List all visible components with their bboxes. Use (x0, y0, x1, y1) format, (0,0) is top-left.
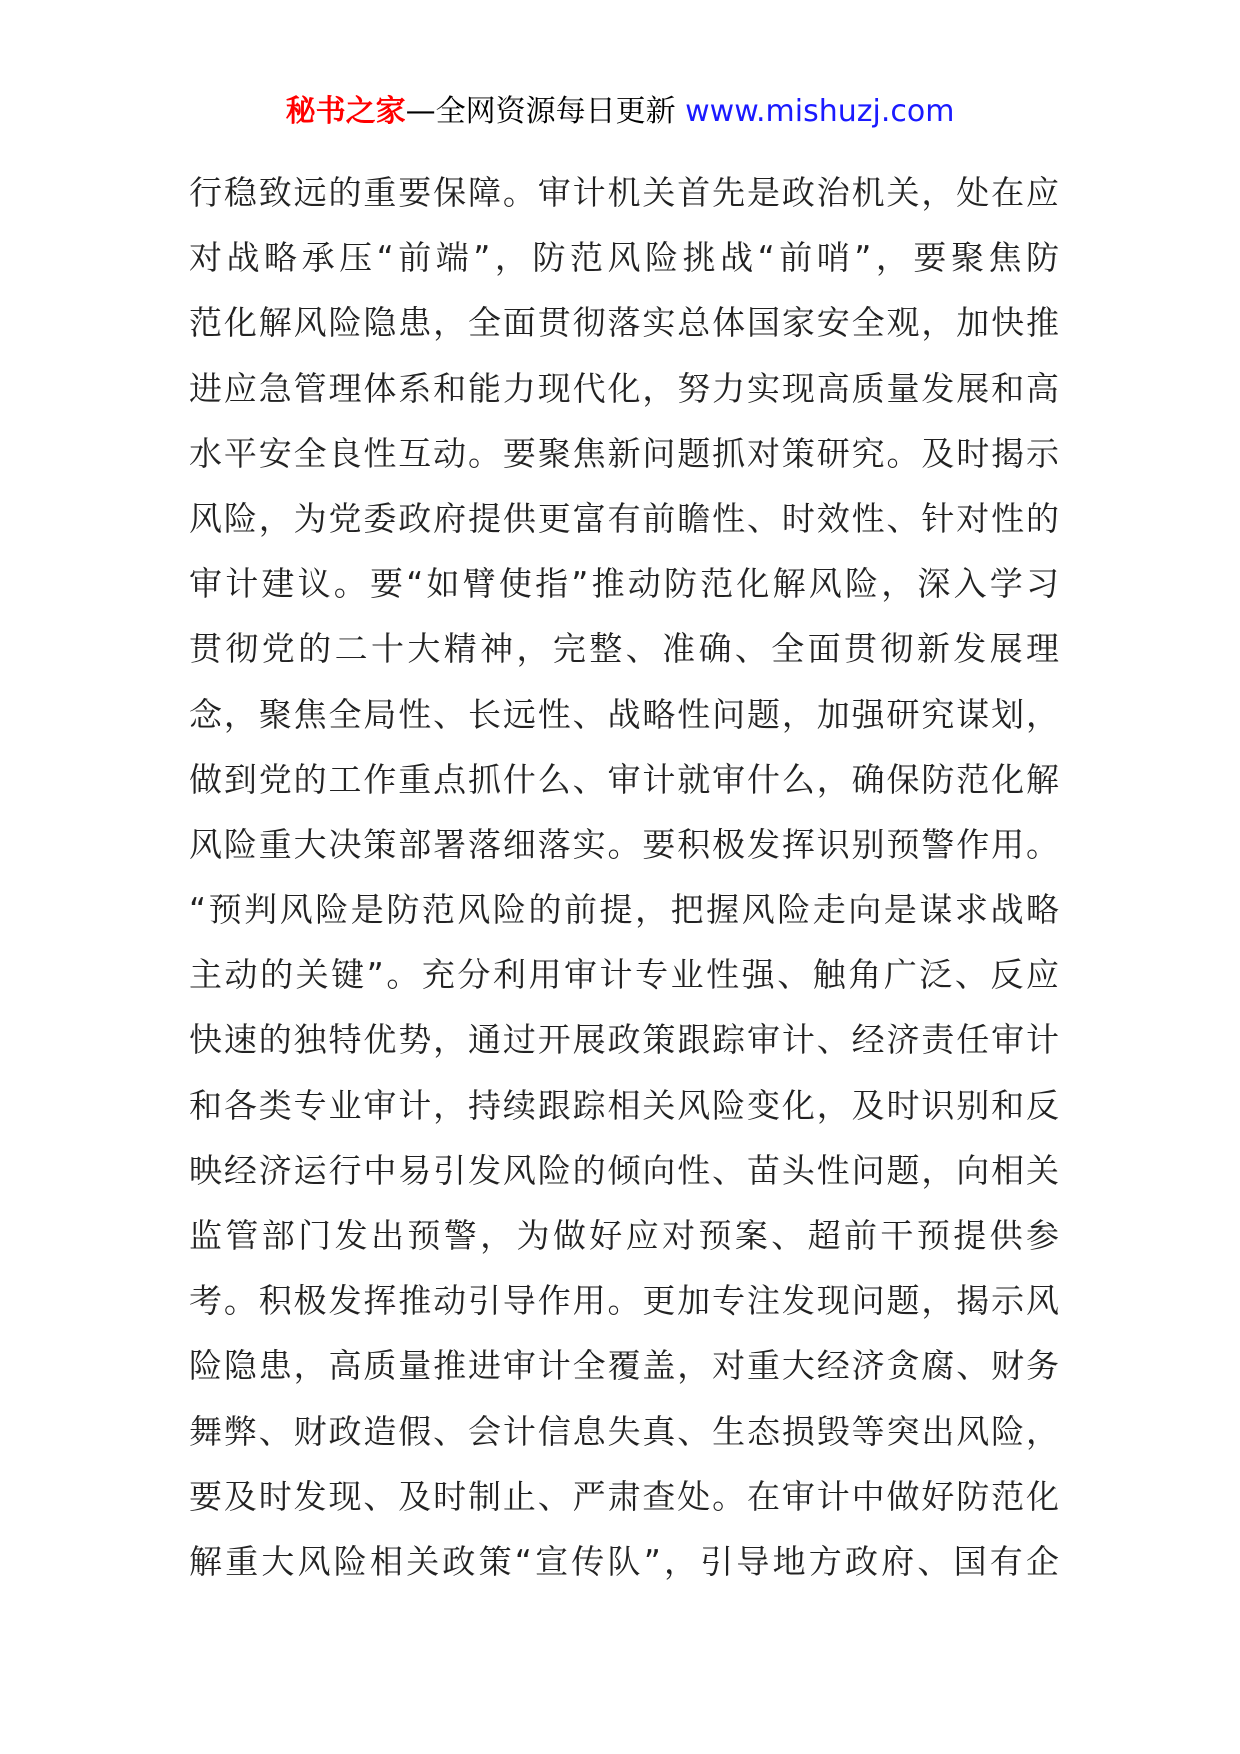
text-line: “预判风险是防范风险的前提，把握风险走向是谋求战略 (189, 890, 1059, 930)
site-brand: 秘书之家 (285, 94, 406, 129)
text-line: 做到党的工作重点抓什么、审计就审什么，确保防范化解 (189, 759, 1059, 799)
site-tagline: —全网资源每日更新 (405, 94, 676, 129)
text-line: 风险，为党委政府提供更富有前瞻性、时效性、针对性的 (189, 498, 1059, 538)
text-line: 主动的关键”。充分利用审计专业性强、触角广泛、反应 (189, 955, 1059, 995)
site-url[interactable]: www.mishuzj.com (685, 94, 955, 129)
document-body (189, 160, 1059, 1594)
text-line: 险隐患，高质量推进审计全覆盖，对重大经济贪腐、财务 (189, 1346, 1059, 1386)
text-line: 风险重大决策部署落细落实。要积极发挥识别预警作用。 (189, 824, 1059, 864)
text-line: 考。积极发挥推动引导作用。更加专注发现问题，揭示风 (189, 1281, 1059, 1321)
text-line: 舞弊、财政造假、会计信息失真、生态损毁等突出风险， (189, 1411, 1059, 1451)
text-line: 快速的独特优势，通过开展政策跟踪审计、经济责任审计 (189, 1020, 1059, 1060)
text-line: 映经济运行中易引发风险的倾向性、苗头性问题，向相关 (189, 1150, 1059, 1190)
text-line: 水平安全良性互动。要聚焦新问题抓对策研究。及时揭示 (189, 433, 1059, 473)
text-line: 要及时发现、及时制止、严肃查处。在审计中做好防范化 (189, 1476, 1059, 1516)
site-header (0, 92, 1240, 132)
text-line: 行稳致远的重要保障。审计机关首先是政治机关，处在应 (189, 173, 1059, 212)
text-line: 范化解风险隐患，全面贯彻落实总体国家安全观，加快推 (189, 303, 1059, 343)
text-line: 念，聚焦全局性、长远性、战略性问题，加强研究谋划， (189, 694, 1059, 734)
text-line: 解重大风险相关政策“宣传队”，引导地方政府、国有企 (189, 1541, 1059, 1581)
text-line: 监管部门发出预警，为做好应对预案、超前干预提供参 (189, 1216, 1059, 1255)
text-line: 和各类专业审计，持续跟踪相关风险变化，及时识别和反 (189, 1085, 1059, 1125)
text-line: 审计建议。要“如臂使指”推动防范化解风险，深入学习 (189, 564, 1059, 604)
text-line: 进应急管理体系和能力现代化，努力实现高质量发展和高 (189, 368, 1059, 408)
text-line: 贯彻党的二十大精神，完整、准确、全面贯彻新发展理 (189, 629, 1059, 669)
text-line: 对战略承压“前端”，防范风险挑战“前哨”，要聚焦防 (189, 238, 1059, 278)
